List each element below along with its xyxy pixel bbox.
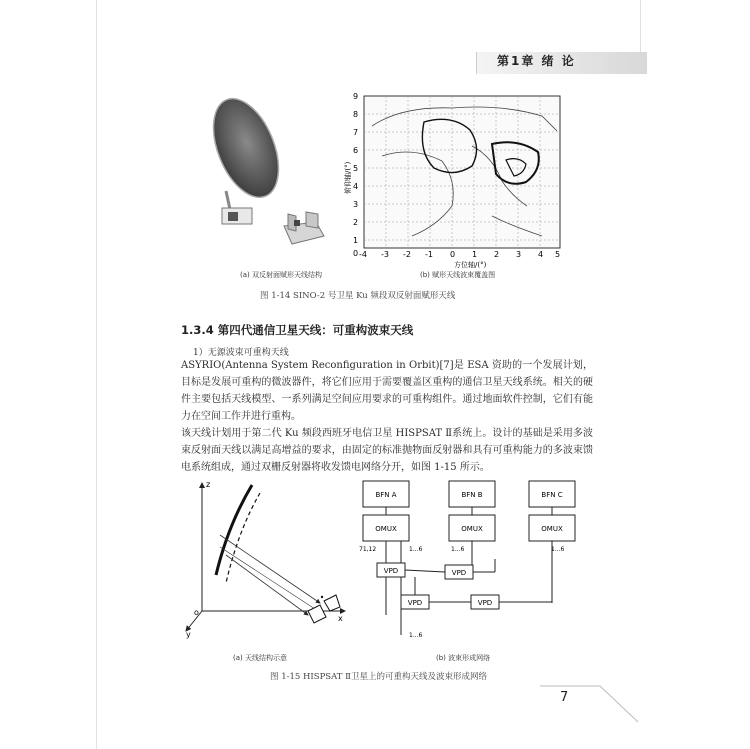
page-number: 7	[560, 690, 569, 705]
port-range-label: 1...6	[451, 546, 465, 553]
xtick-label: -4	[359, 250, 367, 259]
ytick-label: 5	[353, 164, 359, 173]
vpd-label: VPD	[451, 569, 467, 577]
ytick-label: 8	[353, 110, 359, 119]
port-range-label: 1...6	[409, 546, 423, 553]
ytick-label: 1	[353, 236, 359, 245]
xtick-label: 5	[555, 250, 561, 259]
y-axis-label: 俯仰轴/(°)	[344, 161, 352, 194]
figure-14-caption: 图 1-14 SINO-2 号卫星 Ku 频段双反射面赋形天线	[260, 291, 456, 301]
paragraph-1: ASYRIO(Antenna System Reconfiguration in Orbit)[7]是 ESA 资助的一个发展计划，目标是发展可重构的微波器件，将它们应用于需要覆盖区重构的通信卫星天线系统。相关的硬件主要包括天线模型、一系列满足空间应用要求的可重构组件。通过地面软件控制，它们有能力在空间工作并进行重构。	[181, 360, 593, 422]
chapter-header: 第1章 绪 论	[497, 54, 576, 68]
ytick-label: 3	[353, 200, 359, 209]
dual-reflector-antenna-image	[196, 96, 346, 256]
bfn-c-label: BFN C	[541, 491, 563, 499]
origin-label: o	[194, 608, 199, 617]
ytick-label: 6	[353, 146, 359, 155]
ytick-label: 4	[353, 182, 359, 191]
paragraph-2: 该天线计划用于第二代 Ku 频段西班牙电信卫星 HISPSAT Ⅱ系统上。设计的基础是采用多波束反射面天线以满足高增益的要求，由固定的标准抛物面反射器和具有可重构能力的多波束馈电系统组成，通过双栅反射器将收发馈电网络分开，如图 1-15 所示。	[181, 428, 593, 473]
xtick-label: -2	[403, 250, 411, 259]
ytick-label: 0	[353, 249, 359, 258]
xtick-label: 0	[450, 250, 456, 259]
bfn-a-label: BFN A	[375, 491, 397, 499]
page-fold-shadow	[96, 0, 97, 749]
z-axis-label: z	[206, 480, 211, 489]
bfn-b-label: BFN B	[461, 491, 483, 499]
section-heading: 1.3.4 第四代通信卫星天线：可重构波束天线	[181, 323, 414, 337]
figure-14b-caption: (b) 赋形天线波束覆盖图	[420, 271, 496, 279]
xtick-label: 1	[472, 250, 478, 259]
beam-coverage-map	[342, 86, 572, 268]
xtick-label: 2	[494, 250, 500, 259]
port-range-label: 1...6	[551, 546, 565, 553]
ytick-label: 2	[353, 218, 359, 227]
beam-forming-network-diagram	[355, 475, 585, 650]
figure-14a-caption: (a) 双反射面赋形天线结构	[240, 271, 322, 279]
xtick-label: -1	[425, 250, 433, 259]
figure-15b-caption: (b) 波束形成网络	[436, 654, 491, 662]
antenna-structure-diagram	[180, 475, 355, 650]
omux-c-label: OMUX	[541, 525, 563, 533]
page-edge-line	[640, 0, 641, 52]
x-axis-label: x	[338, 614, 343, 623]
xtick-label: -3	[381, 250, 389, 259]
figure-15-caption: 图 1-15 HISPSAT Ⅱ卫星上的可重构天线及波束形成网络	[270, 672, 487, 682]
vpd-label: VPD	[477, 599, 493, 607]
page-corner-decoration	[540, 684, 640, 724]
x-axis-label: 方位轴/(°)	[454, 261, 487, 268]
port-range-label: 1...6	[409, 632, 423, 639]
ytick-label: 7	[353, 128, 359, 137]
subsection-heading: 1）无源波束可重构天线	[193, 348, 289, 358]
omux-b-label: OMUX	[461, 525, 483, 533]
vpd-label: VPD	[407, 599, 423, 607]
figure-15a-caption: (a) 天线结构示意	[233, 654, 287, 662]
y-axis-label: y	[186, 630, 191, 639]
omux-a-label: OMUX	[375, 525, 397, 533]
xtick-label: 3	[516, 250, 522, 259]
xtick-label: 4	[538, 250, 544, 259]
ytick-label: 9	[353, 92, 359, 101]
vpd-label: VPD	[383, 567, 399, 575]
port-label: 71,12	[359, 546, 377, 553]
